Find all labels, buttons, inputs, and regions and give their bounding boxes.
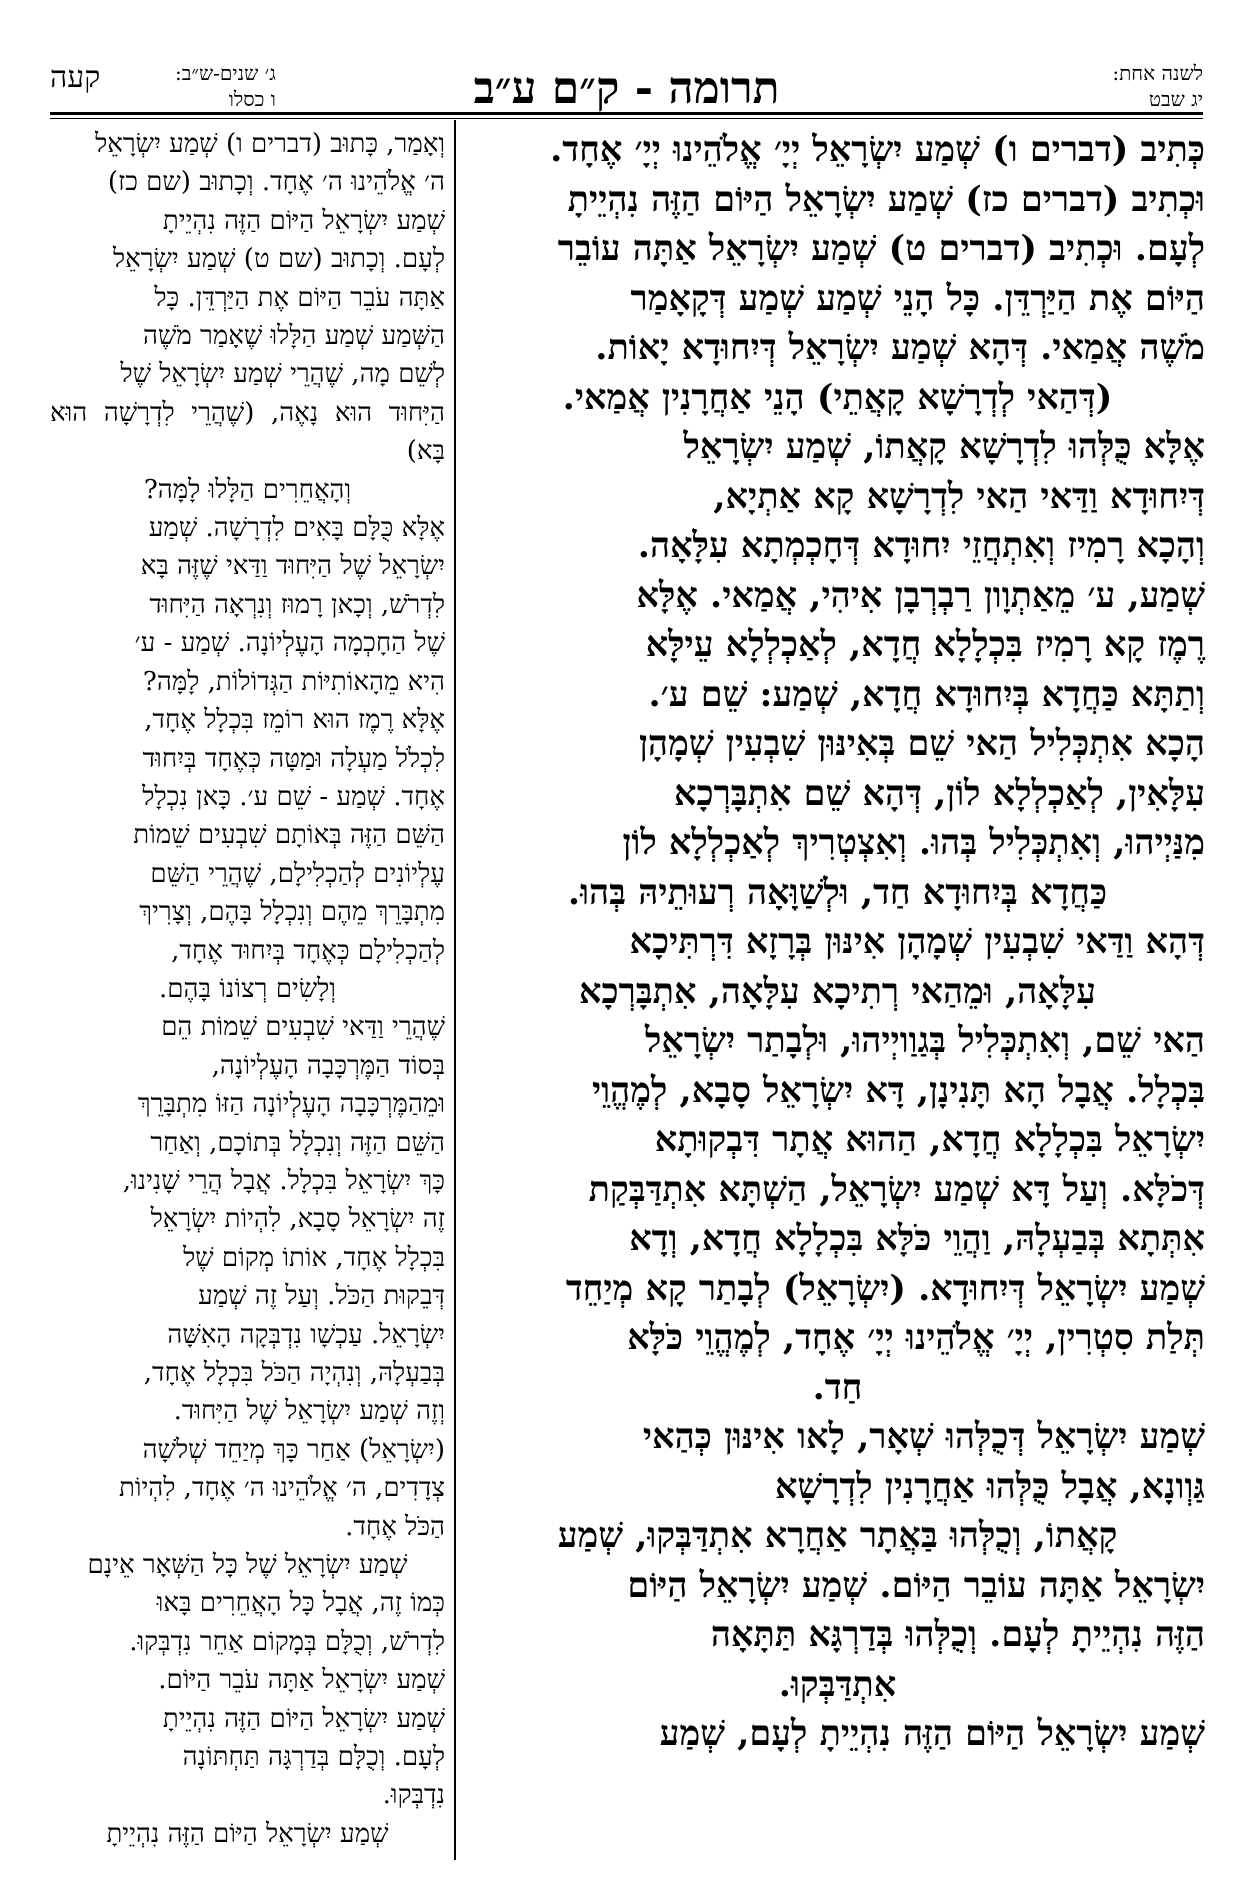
side-text-line: לְעָם. וְכֻלָּם בְּדַרְגָּה תַּחְתּוֹנָה (182, 1742, 445, 1773)
header-rule (50, 112, 1203, 115)
main-text-line: דְּכֹלָּא. וְעַל דָּא שְׁמַע יִשְׂרָאֵל, הַשְׁתָּא אִתְדַּבְּקַת (588, 1168, 1205, 1210)
schedule-label-3y: ג׳ שנים-ש״ב: (175, 61, 276, 85)
main-text-line: דְּיִחוּדָא וַדַּאי הַאי לִדְרָשָׁא קָא אַתְיָא, (713, 475, 1205, 517)
main-text-line: הַאי שֵׁם, וְאִתְכְּלִיל בְּגַוַויְיהוּ, וּלְבָתַר יִשְׂרָאֵל (645, 1020, 1205, 1061)
side-text-line: (יִשְׂרָאֵל) אַחַר כָּךְ מְיַחֵד שְׁלֹשָׁה (142, 1434, 445, 1465)
side-text-line: לְהַכְלִילָם כְּאֶחָד בְּיִחוּד אֶחָד, (171, 935, 445, 966)
main-text-line: שְׁמַע יִשְׂרָאֵל הַיּוֹם הַזֶּה נִהְיֵיתָ לְעָם, שְׁמַע (659, 1713, 1205, 1754)
side-text-line: שֶׁל הַחָכְמָה הָעֶלְיוֹנָה. שְׁמַע - ע׳ (134, 628, 445, 659)
side-text-line: לִדְרֹשׁ, וְכֻלָּם בְּמָקוֹם אַחֵר נִדְבְּקוּ. (129, 1626, 445, 1657)
side-text-line: בְּסוֹד הַמֶּרְכָּבָה הָעֶלְיוֹנָה, (211, 1050, 445, 1081)
side-text-line: אֶחָד. שְׁמַע - שֵׁם ע׳. כָּאן נִכְלָל (142, 781, 445, 812)
side-text-line: שְׁמַע יִשְׂרָאֵל שֶׁל כָּל הַשְּׁאָר אֵינָם (87, 1550, 408, 1581)
side-text-line: בִּכְלָל אֶחָד, אוֹתוֹ מְקוֹם שֶׁל (183, 1242, 445, 1273)
side-text-line: נִדְבְּקוּ. (382, 1780, 445, 1811)
side-text-line: לִדְרֹשׁ, וְכָאן רָמוּז וְנִרְאָה הַיִּחוּד (149, 589, 445, 620)
side-text-line: וּמֵהַמֶּרְכָּבָה הָעֶלְיוֹנָה הַזּוֹ מִתְבָּרֵךְ (137, 1089, 445, 1120)
side-text-line: שְׁמַע יִשְׂרָאֵל אַתָּה עֹבֵר הַיּוֹם. (158, 1665, 445, 1696)
aramaic-text-column (470, 125, 1205, 1759)
side-text-line: לִכְלֹל מַעְלָה וּמַטָּה כְּאֶחָד בְּיִחוּד (142, 743, 445, 774)
header-rule-thin (50, 118, 1203, 119)
side-text-line: אֶלָּא כֻּלָּם בָּאִים לִדְרָשָׁה. שְׁמַע (148, 513, 445, 544)
main-text-line: מֹשֶׁה אֲמַאי. דְּהָא שְׁמַע יִשְׂרָאֵל דְּיִחוּדָא יָאוֹת. (595, 327, 1205, 368)
schedule-date-3y: ו כסלו (228, 87, 276, 111)
side-text-line: ה׳ אֱלֹהֵינוּ ה׳ אֶחָד. וְכָתוּב (שם כז) (107, 167, 445, 198)
side-text-line: יִשְׂרָאֵל שֶׁל הַיִּחוּד וַדַּאי שֶׁזֶּה בָּא (140, 551, 445, 582)
hebrew-translation-column (50, 125, 445, 1853)
study-schedule-three-years (175, 60, 276, 112)
main-text-line: וְהָכָא רָמִיז וְאִתְחֲזֵי יִחוּדָא דְּחָכְמְתָא עִלָּאָה. (637, 525, 1205, 566)
side-text-line: הַשֵּׁם הַזֶּה וְנִכְלָל בְּתוֹכָם, וְאַחַר (150, 1127, 445, 1158)
main-text-line: הַזֶּה נִהְיֵיתָ לְעָם. וְכֻלְּהוּ בְּדַרְגָּא תַּתָּאָה (710, 1614, 1205, 1655)
main-text-line: (דְּהַאי לְדְרָשָׁא קָאֲתֵי) הָנֵי אַחֲרָנִין אֲמַאי. (562, 376, 1113, 418)
side-text-line: שְׁמַע יִשְׂרָאֵל הַיּוֹם הַזֶּה נִהְיֵיתָ (106, 1818, 389, 1849)
main-text-line: שְׁמַע יִשְׂרָאֵל דְּכֻלְּהוּ שְׁאָר, לָאו אִינּוּן כְּהַאי (642, 1416, 1205, 1457)
side-text-line: לְעָם. וְכָתוּב (שם ט) שְׁמַע יִשְׂרָאֵל (112, 244, 445, 275)
side-text-line: הִיא מֵהָאוֹתִיּוֹת הַגְּדוֹלוֹת, לָמָּה? (142, 666, 445, 697)
schedule-date: יג שבט (1148, 87, 1203, 111)
main-text-line: בִּכְלָל. אֲבָל הָא תָּנִינָן, דָּא יִשְׂרָאֵל סָבָא, לְמֶהֱוֵי (591, 1069, 1205, 1111)
main-text-line: יִשְׂרָאֵל בִּכְלָלָא חֲדָא, הַהוּא אֲתָר דִּבְקוּתָא (654, 1119, 1205, 1160)
side-text-line: דְּבֵקוּת הַכֹּל. וְעַל זֶה שְׁמַע (198, 1281, 445, 1312)
side-text-line: כְּמוֹ זֶה, אֲבָל כָּל הָאֲחֵרִים בָּאוּ (156, 1588, 445, 1619)
main-text-line: הָכָא אִתְכְּלִיל הַאי שֵׁם בְּאִינּוּן שִׁבְעִין שְׁמָהָן (639, 723, 1205, 764)
main-text-line: קָאֲתוֹ, וְכֻלְּהוּ בַּאֲתָר אַחֲרָא אִתְדַּבְּקוּ, שְׁמַע (557, 1515, 1118, 1556)
side-text-line: אֶלָּא רֶמֶז הוּא רוֹמֵז בִּכְלָל אֶחָד, (144, 705, 445, 736)
main-text-line: וְתַתָּא כַּחֲדָא בְּיִחוּדָא חֲדָא, שְׁמַע: שֵׁם ע׳. (648, 673, 1205, 715)
main-text-line: גַּוְונָא, אֲבָל כֻּלְּהוּ אַחֲרָנִין לִדְרָשָׁא (774, 1465, 1205, 1507)
side-text-line: הַיִּחוּד הוּא נָאֶה, (שֶׁהֲרֵי לִדְרָשָׁה הוּא בָּא) (50, 397, 445, 467)
main-text-line: רֶמֶז קָא רָמִיז בִּכְלָלָא חֲדָא, לְאַכְלְלָא עֵילָּא (645, 624, 1205, 665)
main-text-line: כַּחֲדָא בְּיִחוּדָא חַד, וּלְשַׁוָּאָה רְעוּתֵיהּ בְּהוּ. (567, 871, 1108, 913)
side-text-line: וְהָאֲחֵרִים הַלָּלוּ לָמָּה? (143, 474, 352, 505)
side-text-line: צְדָדִים, ה׳ אֱלֹהֵינוּ ה׳ אֶחָד, לִהְיוֹת (118, 1473, 445, 1504)
main-text-line: עִלָּאָה, וּמֵהַאי רְתִיכָא עִלָּאָה, אִתְבָּרְכָא (579, 970, 1096, 1012)
main-text-line: שְׁמַע יִשְׂרָאֵל דְּיִחוּדָא. (יִשְׂרָאֵל) לְבָתַר קָא מְיַחֵד (565, 1267, 1205, 1309)
side-text-line: שְׁמַע יִשְׂרָאֵל הַיּוֹם הַזֶּה נִהְיֵיתָ (162, 1703, 445, 1734)
main-text-line: אֶלָּא כֻּלְּהוּ לִדְרָשָׁא קָאֲתוֹ, שְׁמַע יִשְׂרָאֵל (683, 426, 1205, 467)
side-text-line: הַכֹּל אֶחָד. (345, 1511, 445, 1542)
side-text-line: שְׁמַע יִשְׂרָאֵל הַיּוֹם הַזֶּה נִהְיֵיתָ (162, 205, 445, 236)
side-text-line: לְשֵׁם מָה, שֶׁהֲרֵי שְׁמַע יִשְׂרָאֵל שֶׁל (120, 359, 445, 390)
main-text-line: וּכְתִיב (דברים כז) שְׁמַע יִשְׂרָאֵל הַיּוֹם הַזֶּה נִהְיֵיתָ (567, 178, 1205, 220)
main-text-line: לְעָם. וּכְתִיב (דברים ט) שְׁמַע יִשְׂרָאֵל אַתָּה עוֹבֵר (557, 228, 1205, 269)
main-text-line: מִנַּיְיהוּ, וְאִתְכְּלִיל בְּהוּ. וְאִצְטְרִיךְ לְאַכְלְלָא לוֹן (622, 822, 1205, 863)
side-text-line: מִתְבָּרֵךְ מֵהֶם וְנִכְלָל בָּהֶם, וְצָרִיךְ (139, 897, 445, 928)
side-text-line: אַתָּה עֹבֵר הַיּוֹם אֶת הַיַּרְדֵּן. כָּל (154, 282, 445, 313)
page-number: קעה (50, 60, 101, 95)
page-title: תרומה - ק״ם ע״ב (473, 63, 780, 114)
main-text-line: יִשְׂרָאֵל אַתָּה עוֹבֵר הַיּוֹם. שְׁמַע יִשְׂרָאֵל הַיּוֹם (627, 1564, 1205, 1606)
main-text-line: חַד. (812, 1366, 863, 1408)
side-text-line: בְּבַעְלָהּ, וְנִהְיָה הַכֹּל בִּכְלָל אֶחָד, (143, 1358, 445, 1388)
main-text-line: תְּלַת סִטְרִין, יְיָ׳ אֱלֹהֵינוּ יְיָ׳ אֶחָד, לְמֶהֱוֵי כֹּלָּא (627, 1317, 1205, 1358)
side-text-line: וְלָשִׂים רְצוֹנוֹ בָּהֶם. (159, 973, 336, 1004)
side-text-line: זֶה יִשְׂרָאֵל סָבָא, לִהְיוֹת יִשְׂרָאֵל (150, 1204, 445, 1235)
side-text-line: וְאָמַר, כָּתוּב (דברים ו) שְׁמַע יִשְׂרָאֵל (95, 129, 445, 159)
side-text-line: עֶלְיוֹנִים לְהַכְלִילָם, שֶׁהֲרֵי הַשֵּׁם (150, 858, 445, 889)
main-text-line: אִתְדַּבְּקוּ. (778, 1663, 897, 1705)
side-text-line: יִשְׂרָאֵל. עַכְשָׁו נִדְבְּקָה הָאִשָּׁה (167, 1319, 445, 1350)
main-text-line: עִלָּאִין, לְאַכְלְלָא לוֹן, דְּהָא שֵׁם אִתְבָּרְכָא (674, 772, 1205, 814)
side-text-line: וְזֶה שְׁמַע יִשְׂרָאֵל שֶׁל הַיִּחוּד. (173, 1396, 445, 1427)
main-text-line: כְּתִיב (דברים ו) שְׁמַע יִשְׂרָאֵל יְיָ׳ אֱלֹהֵינוּ יְיָ׳ אֶחָד. (550, 129, 1205, 170)
side-text-line: הַשֵּׁם הַזֶּה בְּאוֹתָם שִׁבְעִים שֵׁמוֹת (133, 820, 445, 851)
side-text-line: שֶׁהֲרֵי וַדַּאי שִׁבְעִים שֵׁמוֹת הֵם (161, 1012, 445, 1043)
main-text-line: הַיּוֹם אֶת הַיַּרְדֵּן. כָּל הָנֵי שְׁמַע שְׁמַע דְּקָאָמַר (630, 277, 1205, 319)
main-text-line: אִתְּתָא בְּבַעְלָהּ, וַהֲוֵי כֹּלָּא בִּכְלָלָא חֲדָא, וְדָא (629, 1218, 1205, 1259)
side-text-line: הַשְּׁמַע שְׁמַע הַלָּלוּ שֶׁאָמַר מֹשֶׁה (143, 321, 445, 352)
main-text-line: דְּהָא וַדַּאי שִׁבְעִין שְׁמָהָן אִינּוּן בְּרָזָא דִּרְתִּיכָא (629, 921, 1205, 962)
main-text-line: שְׁמַע, ע׳ מֵאַתְוָון רַבְרְבָן אִיהִי, אֲמַאי. אֶלָּא (636, 574, 1205, 616)
column-divider (454, 120, 456, 1860)
side-text-line: כָּךְ יִשְׂרָאֵל בִּכְלָל. אֲבָל הֲרֵי שָׁנִינוּ, (122, 1165, 445, 1196)
schedule-label: לשנה אחת: (1112, 61, 1203, 85)
page-header (50, 60, 1203, 130)
